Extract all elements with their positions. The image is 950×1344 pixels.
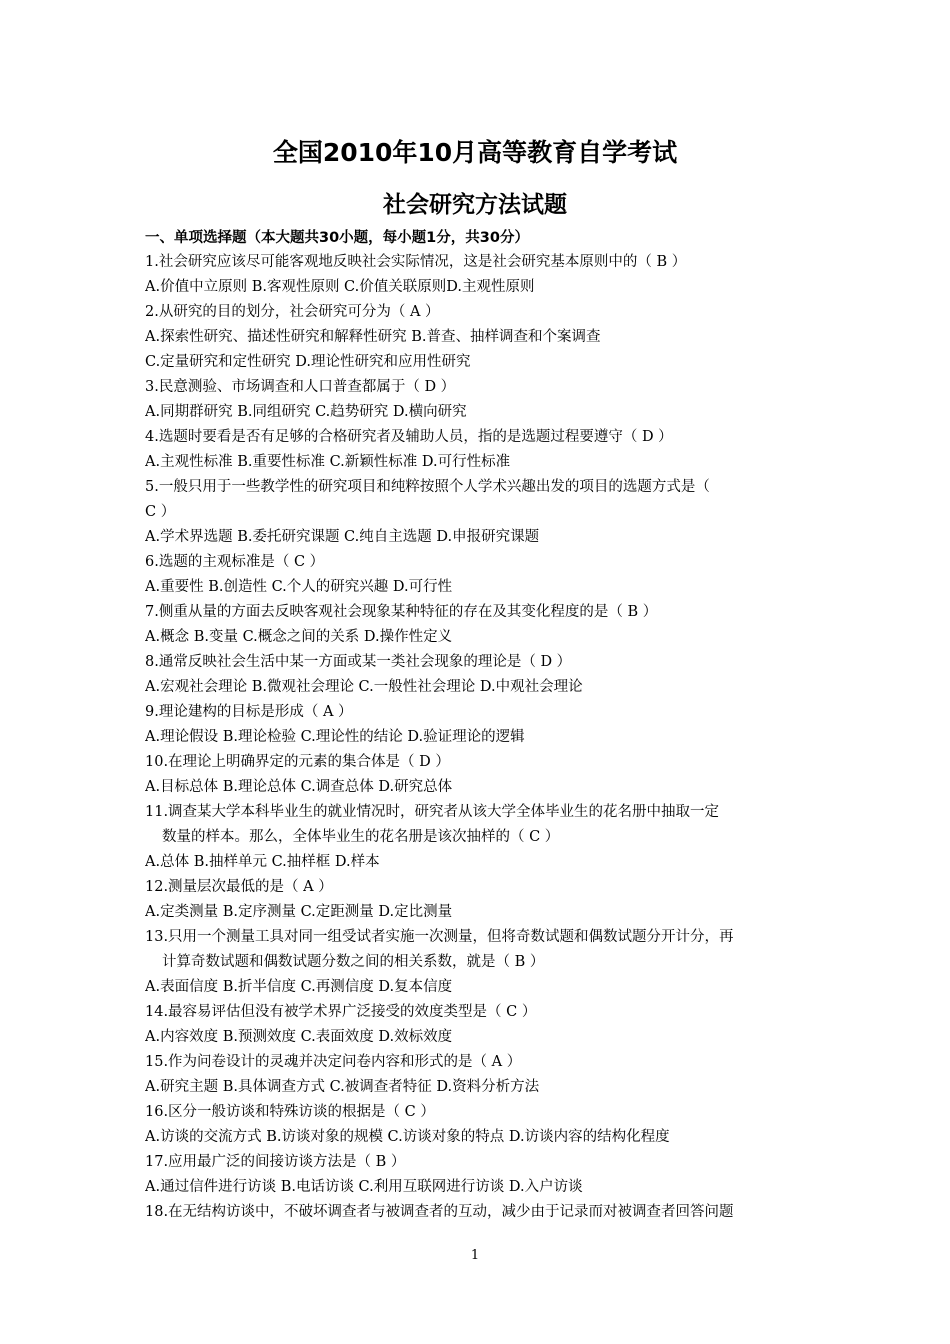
page-number: 1 [470, 1248, 480, 1263]
text-line: A.学术界选题 B.委托研究课题 C.纯自主选题 D.申报研究课题 [145, 529, 540, 545]
text-line: 数量的样本。那么，全体毕业生的花名册是该次抽样的（ C ） [162, 829, 560, 845]
text-line: A.重要性 B.创造性 C.个人的研究兴趣 D.可行性 [145, 579, 453, 595]
exam-title: 全国2010年10月高等教育自学考试 [272, 138, 678, 167]
text-line: 18.在无结构访谈中，不破坏调查者与被调查者的互动，减少由于记录而对被调查者回答问题 [145, 1204, 734, 1220]
text-line: A.探索性研究、描述性研究和解释性研究 B.普查、抽样调查和个案调查 [145, 329, 601, 345]
text-line: A.研究主题 B.具体调查方式 C.被调查者特征 D.资料分析方法 [145, 1079, 540, 1095]
text-line: A.访谈的交流方式 B.访谈对象的规模 C.访谈对象的特点 D.访谈内容的结构化程度 [145, 1129, 670, 1145]
text-line: 15.作为问卷设计的灵魂并决定问卷内容和形式的是（ A ） [145, 1054, 522, 1070]
text-line: 7.侧重从量的方面去反映客观社会现象某种特征的存在及其变化程度的是（ B ） [145, 604, 658, 620]
text-line: A.定类测量 B.定序测量 C.定距测量 D.定比测量 [145, 904, 453, 920]
text-line: A.目标总体 B.理论总体 C.调查总体 D.研究总体 [145, 779, 453, 795]
text-line: A.主观性标准 B.重要性标准 C.新颖性标准 D.可行性标准 [145, 454, 511, 470]
text-line: 6.选题的主观标准是（ C ） [145, 554, 325, 570]
text-line: 10.在理论上明确界定的元素的集合体是（ D ） [145, 754, 450, 770]
text-line: 5.一般只用于一些教学性的研究项目和纯粹按照个人学术兴趣出发的项目的选题方式是（ [145, 479, 710, 495]
text-line: A.宏观社会理论 B.微观社会理论 C.一般性社会理论 D.中观社会理论 [145, 679, 583, 695]
text-line: A.理论假设 B.理论检验 C.理论性的结论 D.验证理论的逻辑 [145, 729, 525, 745]
text-line: 8.通常反映社会生活中某一方面或某一类社会现象的理论是（ D ） [145, 654, 572, 670]
text-line: A.同期群研究 B.同组研究 C.趋势研究 D.横向研究 [145, 404, 467, 420]
text-line: 12.测量层次最低的是（ A ） [145, 879, 333, 895]
text-line: 13.只用一个测量工具对同一组受试者实施一次测量，但将奇数试题和偶数试题分开计分，再 [145, 929, 734, 945]
text-line: 1.社会研究应该尽可能客观地反映社会实际情况，这是社会研究基本原则中的（ B ） [145, 254, 687, 270]
text-line: A.表面信度 B.折半信度 C.再测信度 D.复本信度 [145, 979, 453, 995]
text-line: 17.应用最广泛的间接访谈方法是（ B ） [145, 1154, 406, 1170]
text-line: 9.理论建构的目标是形成（ A ） [145, 704, 353, 720]
text-line: A.通过信件进行访谈 B.电话访谈 C.利用互联网进行访谈 D.入户访谈 [145, 1179, 583, 1195]
text-line: A.概念 B.变量 C.概念之间的关系 D.操作性定义 [145, 629, 453, 645]
text-line: 4.选题时要看是否有足够的合格研究者及辅助人员，指的是选题过程要遵守（ D ） [145, 429, 673, 445]
text-line: 计算奇数试题和偶数试题分数之间的相关系数，就是（ B ） [162, 954, 545, 970]
section-heading: 一、单项选择题（本大题共30小题，每小题1分，共30分） [145, 230, 529, 246]
text-line: A.内容效度 B.预测效度 C.表面效度 D.效标效度 [145, 1029, 453, 1045]
exam-subtitle: 社会研究方法试题 [383, 192, 567, 218]
text-line: 3.民意测验、市场调查和人口普查都属于（ D ） [145, 379, 456, 395]
question-list [145, 250, 813, 1225]
text-line: C ） [145, 504, 176, 520]
text-line: A.价值中立原则 B.客观性原则 C.价值关联原则D.主观性原则 [145, 279, 535, 295]
text-line: 11.调查某大学本科毕业生的就业情况时，研究者从该大学全体毕业生的花名册中抽取一定 [145, 804, 720, 820]
text-line: 14.最容易评估但没有被学术界广泛接受的效度类型是（ C ） [145, 1004, 537, 1020]
text-line: A.总体 B.抽样单元 C.抽样框 D.样本 [145, 854, 380, 870]
text-line: 16.区分一般访谈和特殊访谈的根据是（ C ） [145, 1104, 435, 1120]
text-line: C.定量研究和定性研究 D.理论性研究和应用性研究 [145, 354, 471, 370]
text-line: 2.从研究的目的划分，社会研究可分为（ A ） [145, 304, 440, 320]
